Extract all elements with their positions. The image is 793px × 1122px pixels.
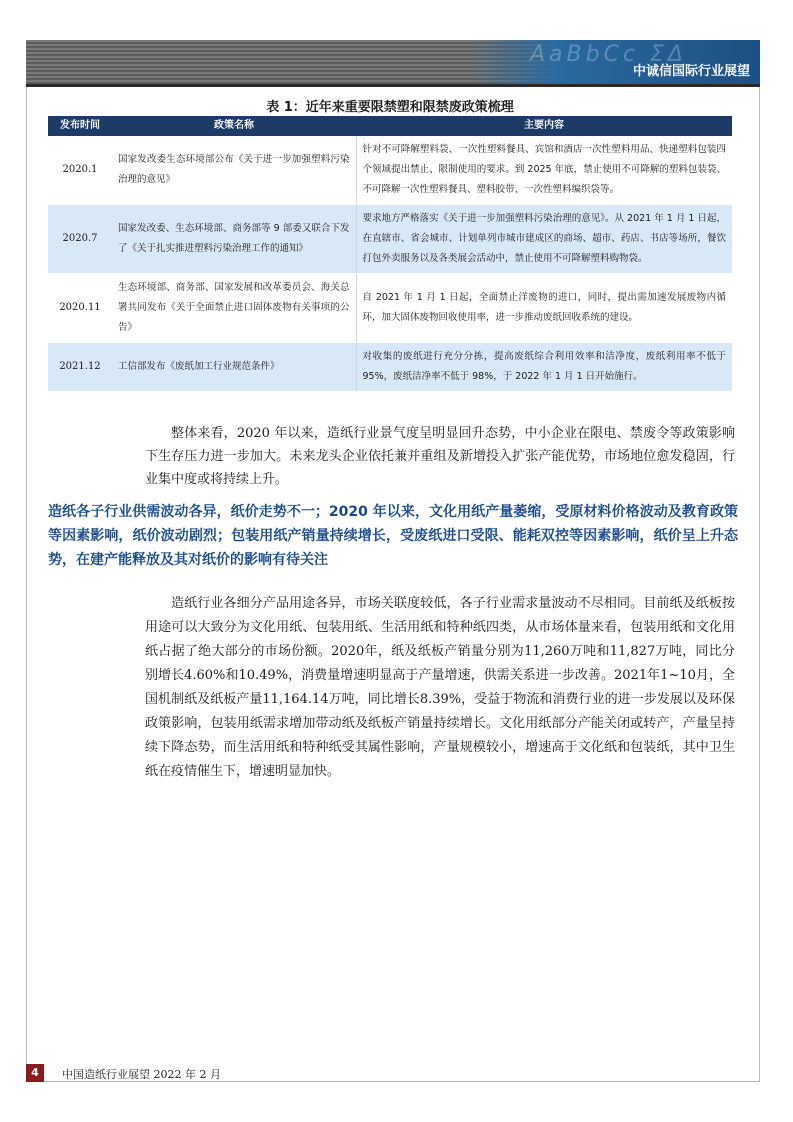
policy-table: [48, 116, 732, 392]
table-title: 表 1：近年来重要限禁塑和限禁废政策梳理: [266, 100, 514, 115]
row-date: 2021.12: [48, 343, 112, 392]
column-header-content: 主要内容: [356, 116, 732, 136]
table-row: [48, 274, 732, 343]
header-strip: [26, 84, 760, 87]
row-date: 2020.1: [48, 136, 112, 205]
row-date: 2020.7: [48, 205, 112, 274]
row-policy-name: 生态环境部、商务部、国家发展和改革委员会、海关总署共同发布《关于全面禁止进口固体废物有关事项的公告》: [112, 274, 356, 343]
header-logo: [470, 40, 760, 84]
header-decoration: AaBbCc ΣΔ: [530, 42, 687, 67]
row-content: 对收集的废纸进行充分分拣，提高废纸综合利用效率和洁净度，废纸利用率不低于 95%，废纸洁净率不低于 98%，于 2022 年 1 月 1 日开始施行。: [356, 343, 732, 392]
table-row: [48, 205, 732, 274]
row-date: 2020.11: [48, 274, 112, 343]
row-content: 要求地方严格落实《关于进一步加强塑料污染治理的意见》。从 2021 年 1 月 1 日起，在直辖市、省会城市、计划单列市城市建成区的商场、超市、药店、书店等场所，餐饮打包外卖服务以及各类展会活动中，禁止使用不可降解塑料购物袋。: [356, 205, 732, 274]
table-row: [48, 136, 732, 205]
table-row: [48, 343, 732, 392]
body-paragraph: 造纸行业各细分产品用途各异，市场关联度较低，各子行业需求量波动不尽相同。目前纸及纸板按用途可以大致分为文化用纸、包装用纸、生活用纸和特种纸四类，从市场体量来看，包装用纸和文化用纸占据了绝大部分的市场份额。2020年，纸及纸板产销量分别为11,260万吨和11,827万吨，同比分别增长4.60%和10.49%，消费量增速明显高于产量增速，供需关系进一步改善。2021年1~10月，全国机制纸及纸板产量11,164.14万吨，同比增长8.39%，受益于物流和消费行业的进一步发展以及环保政策影响，包装用纸需求增加带动纸及纸板产销量持续增长。文化用纸部分产能关闭或转产，产量呈持续下降态势，而生活用纸和特种纸受其属性影响，产量规模较小，增速高于文化纸和包装纸，其中卫生纸在疫情催生下，增速明显加快。: [145, 596, 735, 779]
row-policy-name: 国家发改委生态环境部公布《关于进一步加强塑料污染治理的意见》: [112, 136, 356, 205]
header-brand: 中诚信国际行业展望: [632, 64, 750, 79]
summary-paragraph: 整体来看，2020 年以来，造纸行业景气度呈明显回升态势，中小企业在限电、禁废令等政策影响下生存压力进一步加大。未来龙头企业依托兼并重组及新增投入扩张产能优势，市场地位愈发稳固，行业集中度或将持续上升。: [145, 426, 735, 487]
section-heading: 造纸各子行业供需波动各异，纸价走势不一；2020 年以来，文化用纸产量萎缩，受原材料价格波动及教育政策等因素影响，纸价波动剧烈；包装用纸产销量持续增长，受废纸进口受限、能耗双控等因素影响，纸价呈上升态势，在建产能释放及其对纸价的影响有待关注: [48, 504, 738, 568]
column-header-policy-name: 政策名称: [112, 116, 356, 136]
row-policy-name: 工信部发布《废纸加工行业规范条件》: [112, 343, 356, 392]
footer-text: 中国造纸行业展望 2022 年 2 月: [62, 1068, 221, 1081]
table-header-row: [48, 116, 732, 136]
column-header-date: 发布时间: [48, 116, 112, 136]
row-policy-name: 国家发改委、生态环境部、商务部等 9 部委又联合下发了《关于扎实推进塑料污染治理工作的通知》: [112, 205, 356, 274]
page-number: 4: [26, 1064, 44, 1082]
row-content: 针对不可降解塑料袋、一次性塑料餐具、宾馆和酒店一次性塑料用品、快递塑料包装四个领域提出禁止、限制使用的要求。到 2025 年底，禁止使用不可降解的塑料包装袋、不可降解一次性塑料餐具、塑料胶带、一次性塑料编织袋等。: [356, 136, 732, 205]
row-content: 自 2021 年 1 月 1 日起，全面禁止洋废物的进口，同时，提出需加速发展废物内循环，加大固体废物回收使用率，进一步推动废纸回收系统的建设。: [356, 274, 732, 343]
